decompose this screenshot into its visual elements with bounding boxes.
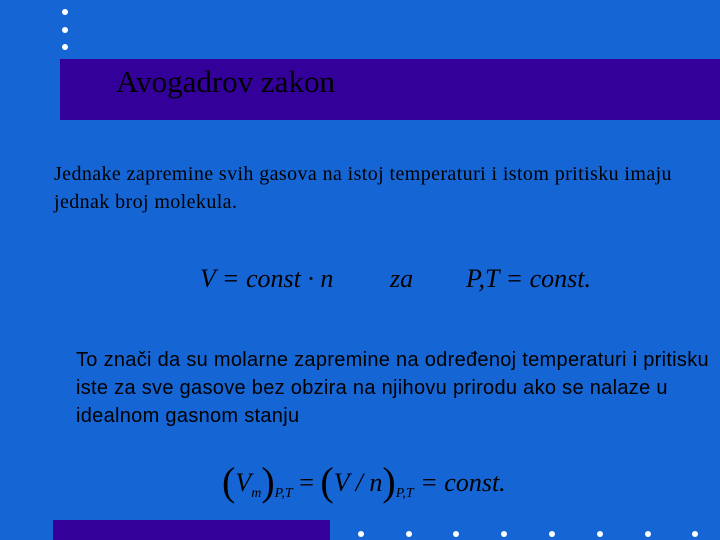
bullet-dot <box>406 531 412 537</box>
paren-close: ) <box>382 459 396 504</box>
bullet-dot <box>501 531 507 537</box>
bullet-dot <box>62 44 68 50</box>
equals-sign: = <box>299 468 314 497</box>
bottom-bar <box>53 520 330 540</box>
bullet-dot <box>645 531 651 537</box>
paren-open: ( <box>222 459 236 504</box>
bullet-dot <box>549 531 555 537</box>
equation-condition: P,T = const. <box>466 264 591 293</box>
const-rhs: = const. <box>420 468 506 497</box>
pt-subscript: P,T <box>274 486 293 501</box>
vm-subscript: m <box>251 486 262 501</box>
equation-connector: za <box>390 264 414 293</box>
bullet-dot <box>597 531 603 537</box>
bullet-dot <box>358 531 364 537</box>
bullet-dot <box>62 9 68 15</box>
law-statement: Jednake zapremine svih gasova na istoj temperaturi i istom pritisku imaju jednak broj molekula. <box>54 163 672 213</box>
bullet-dot <box>692 531 698 537</box>
molar-volume-explanation: To znači da su molarne zapremine na određenoj temperaturi i pritisku iste za sve gasove bez obzira na njihovu prirodu ako se nalaze u idealnom gasnom stanju <box>76 349 709 427</box>
v-over-n: V / n <box>333 468 383 497</box>
paren-close: ) <box>261 459 275 504</box>
slide-title: Avogadrov zakon <box>116 64 335 99</box>
pt-subscript: P,T <box>395 486 414 501</box>
bullet-dot <box>62 27 68 33</box>
bullet-dot <box>453 531 459 537</box>
vm-symbol: V <box>235 468 252 497</box>
molar-volume-equation <box>222 458 506 505</box>
paren-open: ( <box>320 459 334 504</box>
equation-lhs: V = const · n <box>200 264 334 293</box>
